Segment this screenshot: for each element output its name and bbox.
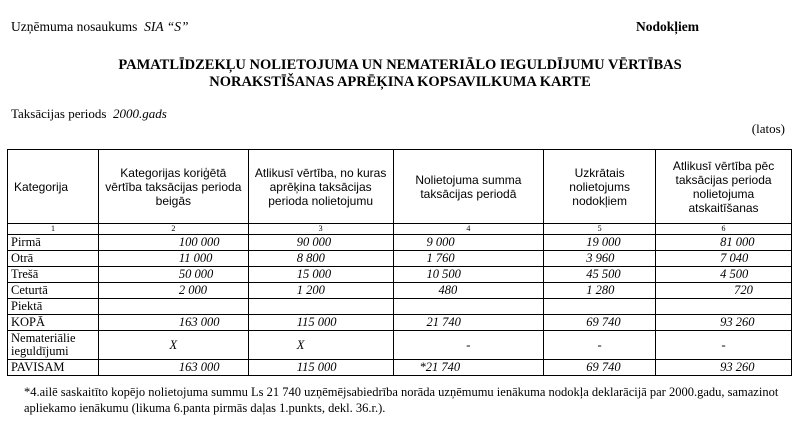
table-cell: 11 000: [98, 251, 248, 267]
company-name: SIA “S”: [144, 19, 189, 34]
row-label: Nemateriālie ieguldījumi: [8, 331, 99, 360]
table-cell: 81 000: [656, 235, 792, 251]
table-row-grand-total: [8, 360, 792, 376]
table-cell: 8 800: [248, 251, 393, 267]
table-cell: [248, 299, 393, 315]
column-header: Uzkrātais nolietojums nodokļiem: [544, 150, 656, 224]
column-number: 5: [544, 224, 656, 235]
table-cell: 50 000: [98, 267, 248, 283]
table-cell: 100 000: [98, 235, 248, 251]
table-cell: 3 960: [544, 251, 656, 267]
depreciation-summary-table: [7, 149, 792, 376]
table-cell: 1 200: [248, 283, 393, 299]
table-cell: 720: [656, 283, 792, 299]
table-cell: -: [544, 331, 656, 360]
row-label: Pirmā: [8, 235, 99, 251]
table-cell: 7 040: [656, 251, 792, 267]
table-cell: 1 760: [393, 251, 544, 267]
title-line-2: NORAKSTĪŠANAS APRĒĶINA KOPSAVILKUMA KARTE: [209, 74, 591, 90]
table-cell: 9 000: [393, 235, 544, 251]
column-header: Nolietojuma summa taksācijas periodā: [393, 150, 544, 224]
row-label: Otrā: [8, 251, 99, 267]
table-cell: 163 000: [98, 360, 248, 376]
row-label: Trešā: [8, 267, 99, 283]
column-header: Kategorija: [8, 150, 99, 224]
table-cell: -: [656, 331, 792, 360]
column-number: 2: [98, 224, 248, 235]
table-row-total: [8, 315, 792, 331]
table-cell: [393, 299, 544, 315]
column-header: Atlikusī vērtība, no kuras aprēķina taksācijas perioda nolietojumu: [248, 150, 393, 224]
table-cell: X: [248, 331, 393, 360]
header-row: [8, 150, 792, 224]
table-cell: 4 500: [656, 267, 792, 283]
tax-period-label: Taksācijas periods: [11, 106, 107, 121]
table-cell: 45 500: [544, 267, 656, 283]
table-cell: 69 740: [544, 360, 656, 376]
table-row-intangibles: [8, 331, 792, 360]
column-number: 4: [393, 224, 544, 235]
footnote: *4.ailē saskaitīto kopējo nolietojuma summu Ls 21 740 uzņēmējsabiedrība norāda uzņēmumu ienākuma nodokļa deklarācijā par 2000.gadu, samazinot apliekamo ienākumu (likuma 6.panta pirmās daļas 1.punkts, dekl. 36.r.).: [24, 385, 779, 415]
row-label: Piektā: [8, 299, 99, 315]
table-row: [8, 267, 792, 283]
table-cell: 480: [393, 283, 544, 299]
table-cell: 90 000: [248, 235, 393, 251]
table-cell: 2 000: [98, 283, 248, 299]
table-cell: 115 000: [248, 315, 393, 331]
table-cell: [98, 299, 248, 315]
table-cell: 163 000: [98, 315, 248, 331]
column-header: Atlikusī vērtība pēc taksācijas perioda nolietojuma atskaitīšanas: [656, 150, 792, 224]
company-label: Uzņēmuma nosaukums: [11, 19, 138, 34]
table-cell: 19 000: [544, 235, 656, 251]
table-cell: -: [393, 331, 544, 360]
table-cell: 69 740: [544, 315, 656, 331]
tax-period: [11, 106, 167, 122]
table-row: [8, 283, 792, 299]
column-number: 1: [8, 224, 99, 235]
table-cell: 93 260: [656, 315, 792, 331]
table-cell: [656, 299, 792, 315]
column-header: Kategorijas koriģētā vērtība taksācijas perioda beigās: [98, 150, 248, 224]
tax-period-value: 2000.gads: [112, 106, 167, 121]
table-cell: 21 740: [393, 315, 544, 331]
table-row: [8, 251, 792, 267]
table-cell: *21 740: [393, 360, 544, 376]
column-number: 6: [656, 224, 792, 235]
table-cell: X: [98, 331, 248, 360]
company-line: [11, 19, 189, 35]
table-cell: 93 260: [656, 360, 792, 376]
row-label: KOPĀ: [8, 315, 99, 331]
row-label: PAVISAM: [8, 360, 99, 376]
table-cell: 15 000: [248, 267, 393, 283]
table-row: [8, 299, 792, 315]
table-cell: 115 000: [248, 360, 393, 376]
table-row: [8, 235, 792, 251]
currency-note: (latos): [751, 121, 785, 136]
table-cell: 10 500: [393, 267, 544, 283]
column-number: 3: [248, 224, 393, 235]
document-purpose: Nodokļiem: [635, 19, 699, 34]
row-label: Ceturtā: [8, 283, 99, 299]
column-number-row: [8, 224, 792, 235]
table-cell: [544, 299, 656, 315]
document-title: [0, 57, 800, 91]
table-cell: 1 280: [544, 283, 656, 299]
title-line-1: PAMATLĪDZEKĻU NOLIETOJUMA UN NEMATERIĀLO IEGULDĪJUMU VĒRTĪBAS: [118, 57, 682, 73]
